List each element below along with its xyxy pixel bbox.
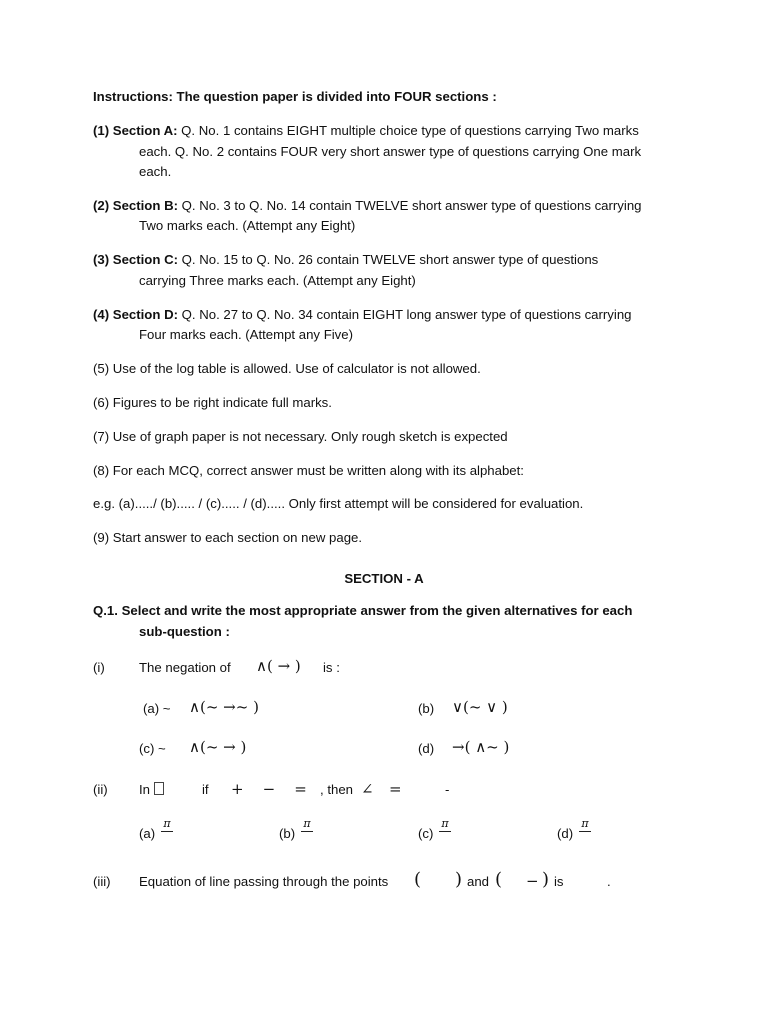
instruction-example: e.g. (a)...../ (b)..... / (c)..... / (d)..... Only first attempt will be considered for evaluation. bbox=[93, 496, 584, 511]
instruction-text: Q. No. 27 to Q. No. 34 contain EIGHT long answer type of questions carrying bbox=[178, 307, 632, 322]
instruction-item-2-cont: Two marks each. (Attempt any Eight) bbox=[139, 218, 356, 233]
fraction-numerator: π bbox=[163, 817, 171, 830]
instruction-item-6: (6) Figures to be right indicate full marks. bbox=[93, 395, 332, 410]
instruction-item-9: (9) Start answer to each section on new page. bbox=[93, 530, 363, 545]
instruction-item-4 bbox=[93, 307, 632, 322]
instruction-number: (4) Section D: bbox=[93, 307, 178, 322]
text-then: , then bbox=[320, 782, 353, 797]
fraction-bar bbox=[579, 831, 591, 832]
point-1-close-paren: ) bbox=[455, 869, 463, 890]
point-2-open-paren: ( bbox=[495, 869, 503, 890]
fraction-bar bbox=[439, 831, 451, 832]
instruction-number: (2) Section B: bbox=[93, 198, 178, 213]
option-d-fraction bbox=[579, 818, 591, 832]
question-1-heading: Q.1. Select and write the most appropriate answer from the given alternatives for each bbox=[93, 603, 633, 618]
option-c-fraction bbox=[439, 818, 451, 832]
point-1-open-paren: ( bbox=[414, 869, 422, 890]
option-d-label: (d) bbox=[557, 826, 574, 841]
subquestion-text bbox=[139, 782, 164, 797]
instruction-item-5: (5) Use of the log table is allowed. Use of calculator is not allowed. bbox=[93, 361, 481, 376]
section-title: SECTION - A bbox=[344, 571, 424, 586]
instruction-text: Q. No. 15 to Q. No. 26 contain TWELVE short answer type of questions bbox=[178, 252, 599, 267]
option-c-expression: ∧(~ → ) bbox=[189, 738, 247, 756]
minus-sign: − bbox=[526, 872, 539, 890]
option-a-expression: ∧(~ →~ ) bbox=[189, 698, 259, 716]
subquestion-number: (i) bbox=[93, 660, 105, 675]
instruction-item-2 bbox=[93, 198, 642, 213]
subquestion-number: (ii) bbox=[93, 782, 108, 797]
instruction-item-7: (7) Use of graph paper is not necessary. Only rough sketch is expected bbox=[93, 429, 508, 444]
instruction-item-1-cont2: each. bbox=[139, 164, 172, 179]
instruction-item-3 bbox=[93, 252, 598, 267]
period: . bbox=[607, 874, 611, 889]
subquestion-text: The negation of bbox=[139, 660, 231, 675]
question-1-heading-cont: sub-question : bbox=[139, 624, 230, 639]
option-b-label: (b) bbox=[279, 826, 296, 841]
subquestion-text: Equation of line passing through the points bbox=[139, 874, 389, 889]
instruction-number: (1) Section A: bbox=[93, 123, 178, 138]
instruction-item-4-cont: Four marks each. (Attempt any Five) bbox=[139, 327, 353, 342]
equation-operators: + − = bbox=[231, 780, 307, 798]
missing-glyph-icon bbox=[154, 782, 164, 795]
text-if: if bbox=[202, 782, 209, 797]
fraction-numerator: π bbox=[303, 817, 311, 830]
text-in: In bbox=[139, 782, 150, 797]
instruction-item-1 bbox=[93, 123, 639, 138]
fraction-bar bbox=[301, 831, 313, 832]
fraction-numerator: π bbox=[581, 817, 589, 830]
fraction-bar bbox=[161, 831, 173, 832]
blank-dash: - bbox=[445, 782, 450, 797]
instruction-item-1-cont: each. Q. No. 2 contains FOUR very short answer type of questions carrying One mark bbox=[139, 144, 642, 159]
instruction-text: Q. No. 3 to Q. No. 14 contain TWELVE short answer type of questions carrying bbox=[178, 198, 642, 213]
option-b-expression: ∨(~ ∨ ) bbox=[452, 698, 508, 716]
option-a-label: (a) ~ bbox=[143, 701, 171, 716]
subquestion-number: (iii) bbox=[93, 874, 111, 889]
subquestion-text-end: is : bbox=[323, 660, 340, 675]
angle-icon: ∠ bbox=[361, 780, 374, 798]
option-b-fraction bbox=[301, 818, 313, 832]
option-d-expression: →( ∧~ ) bbox=[452, 738, 510, 756]
point-2-close-paren: ) bbox=[542, 869, 550, 890]
instruction-text: Q. No. 1 contains EIGHT multiple choice type of questions carrying Two marks bbox=[177, 123, 639, 138]
fraction-numerator: π bbox=[441, 817, 449, 830]
option-d-label: (d) bbox=[418, 741, 435, 756]
instruction-number: (3) Section C: bbox=[93, 252, 178, 267]
option-c-label: (c) bbox=[418, 826, 434, 841]
option-a-fraction bbox=[161, 818, 173, 832]
option-a-label: (a) bbox=[139, 826, 156, 841]
text-is: is bbox=[554, 874, 564, 889]
equals-sign: = bbox=[389, 780, 402, 798]
text-and: and bbox=[467, 874, 490, 889]
instructions-heading: Instructions: The question paper is divided into FOUR sections : bbox=[93, 89, 497, 104]
option-b-label: (b) bbox=[418, 701, 435, 716]
option-c-label: (c) ~ bbox=[139, 741, 166, 756]
logic-expression: ∧( → ) bbox=[256, 657, 301, 675]
instruction-item-8: (8) For each MCQ, correct answer must be written along with its alphabet: bbox=[93, 463, 524, 478]
instruction-item-3-cont: carrying Three marks each. (Attempt any Eight) bbox=[139, 273, 416, 288]
